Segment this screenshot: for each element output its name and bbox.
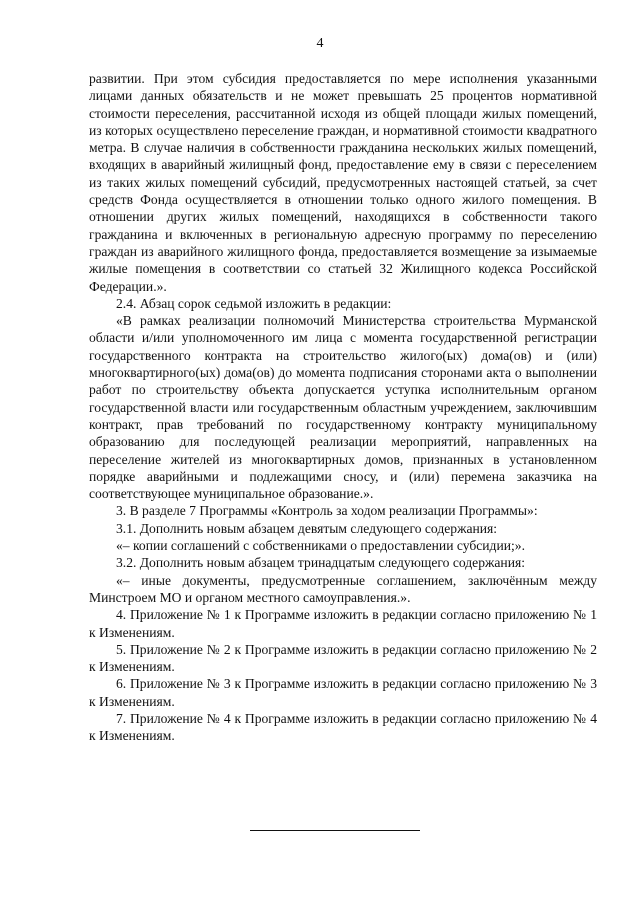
- paragraph-item-4: 4. Приложение № 1 к Программе изложить в редакции согласно приложению № 1 к Изменениям.: [89, 607, 597, 640]
- paragraph-item-2-4-text: «В рамках реализации полномочий Министерства строительства Мурманской области и/или уполномоченного им лица с момента государственной регистрации государственного контракта на строительство жилого(ых) дома(ов) и (или) многоквартирного(ых) дома(ов) до момента подписания сторонами акта о выполнении работ по строительству объекта допускается уступка исполнительным органом государственной власти или государственным областным учреждением, заключившим контракт, прав требований по государственному контракту муниципальному образованию для последующей реализации мероприятий, направленных на переселение жителей из многоквартирных домов, признанных в установленном порядке аварийными и подлежащими сносу, и (или) перемена заказчика на соответствующее муниципальное образование.».: [89, 313, 597, 502]
- paragraph-item-3-2-text: «– иные документы, предусмотренные соглашением, заключённым между Минстроем МО и органом местного самоуправления.».: [89, 572, 597, 605]
- paragraph-item-2-4: 2.4. Абзац сорок седьмой изложить в редакции:: [116, 295, 392, 311]
- document-body: [89, 70, 597, 745]
- paragraph-item-3-1-text: «– копии соглашений с собственниками о предоставлении субсидии;».: [116, 538, 525, 554]
- paragraph-item-6: 6. Приложение № 3 к Программе изложить в редакции согласно приложению № 3 к Изменениям.: [89, 676, 597, 709]
- closing-separator-line: [250, 830, 420, 831]
- paragraph-item-3-2: 3.2. Дополнить новым абзацем тринадцатым следующего содержания:: [116, 555, 526, 571]
- paragraph-item-3: 3. В разделе 7 Программы «Контроль за ходом реализации Программы»:: [116, 503, 538, 519]
- paragraph-continuation: развитии. При этом субсидия предоставляется по мере исполнения указанными лицами данных обязательств и не может превышать 25 процентов нормативной стоимости переселения, рассчитанной исходя из общей площади жилых помещений, из которых осуществлено переселение граждан, и нормативной стоимости квадратного метра. В случае наличия в собственности гражданина нескольких жилых помещений, входящих в аварийный жилищный фонд, предоставление ему в связи с переселением из таких жилых помещений субсидий, предусмотренных настоящей статьей, за счет средств Фонда осуществляется в отношении только одного жилого помещения. В отношении других жилых помещений, находящихся в собственности такого гражданина и включенных в региональную адресную программу по переселению граждан из аварийного жилищного фонда, предоставляется возмещение за изымаемые жилые помещения в соответствии со статьей 32 Жилищного кодекса Российской Федерации.».: [89, 71, 597, 294]
- page-number: 4: [316, 36, 324, 51]
- paragraph-item-3-1: 3.1. Дополнить новым абзацем девятым следующего содержания:: [116, 520, 498, 536]
- paragraph-item-5: 5. Приложение № 2 к Программе изложить в редакции согласно приложению № 2 к Изменениям.: [89, 641, 597, 675]
- paragraph-item-7: 7. Приложение № 4 к Программе изложить в редакции согласно приложению № 4 к Изменениям.: [89, 710, 597, 744]
